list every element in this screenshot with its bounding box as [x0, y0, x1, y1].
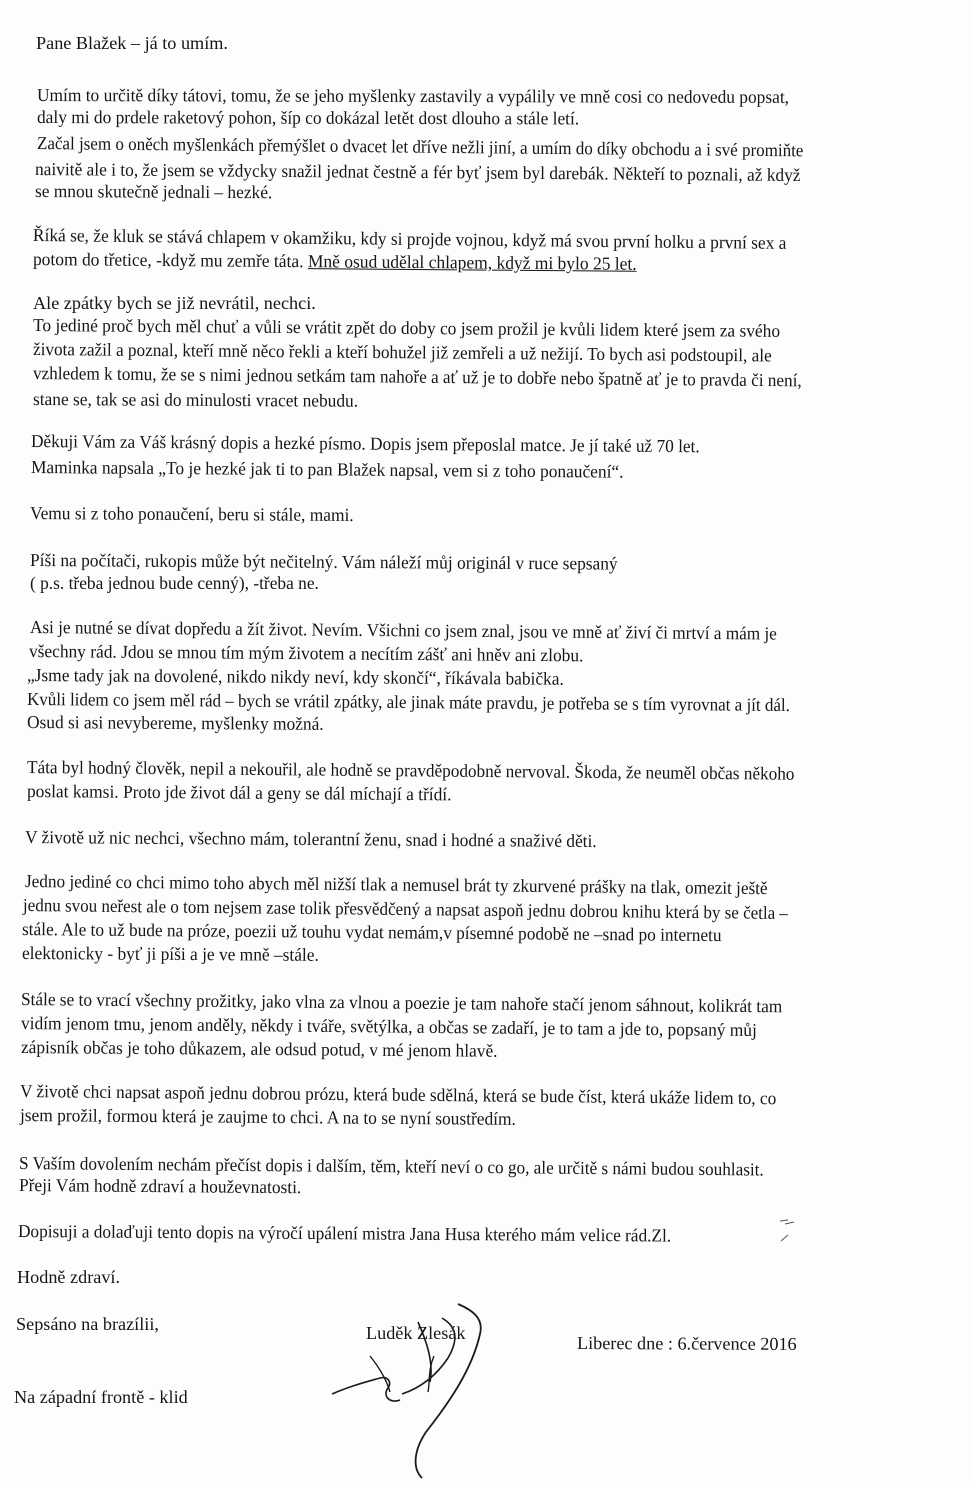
paragraph-line: Začal jsem o oněch myšlenkách přemýšlet o dvacet let dříve nežli jiní, a umím do díky obchodu a i své promiňte	[36, 133, 804, 161]
paragraph-line: vzhledem k tomu, že se s nimi jednou setkám tam nahoře a ať už je to dobře nebo špatně ať je to pravda či není,	[32, 363, 802, 391]
paragraph-line: Maminka napsala „To je hezké jak ti to pan Blažek napsal, vem si z toho ponaučení“.	[30, 457, 624, 482]
paragraph-line: Ale zpátky bych se již nevrátil, nechci.	[33, 293, 316, 313]
paragraph-line: To jediné proč bych měl chuť a vůli se vrátit zpět do doby co jsem prožil je kvůli lidem které jsem za svého	[32, 315, 781, 341]
paragraph-line: Kvůli lidem co jsem měl rád – bych se vrátil zpátky, ale jinak máte pravdu, je potřeba se s tím vyrovnat a jít dál.	[26, 689, 791, 715]
paragraph-line: všechny rád. Jdou se mnou tím mým životem a necítím zášť ani hněv ani zlobu.	[28, 641, 584, 666]
paragraph-line: se mnou skutečně jednali – hezké.	[34, 181, 273, 203]
paragraph-line: ( p.s. třeba jednou bude cenný), -třeba ne.	[30, 573, 319, 593]
paragraph-line: „Jsme tady jak na dovolené, nikdo nikdy neví, kdy skončí“, říkávala babička.	[26, 665, 564, 689]
paragraph-line: daly mi do prdele raketový pohon, šíp co dokázal letět dost dlouho a stále letí.	[36, 107, 580, 129]
postscript-line: Na západní frontě - klid	[14, 1387, 188, 1407]
place-and-date: Liberec dne : 6.července 2016	[576, 1333, 797, 1354]
written-on-line: Sepsáno na brazílii,	[16, 1314, 159, 1334]
paragraph-line: života zažil a poznal, kteří mně něco řekli a kteří bohužel již zemřeli a už nežijí. To bych asi podstoupil, ale	[32, 339, 772, 366]
paragraph-line: V životě chci napsat aspoň jednu dobrou prózu, která bude sdělná, která se bude číst, která ukáže lidem to, co	[19, 1081, 777, 1109]
paragraph-line: Píši na počítači, rukopis může být nečitelný. Vám náleží můj originál v ruce sepsaný	[29, 550, 618, 574]
closing-line: Hodně zdraví.	[17, 1267, 121, 1287]
paragraph-line: poslat kamsi. Proto jde život dál a geny se dál míchají a třídí.	[26, 781, 452, 805]
salutation: Pane Blažek – já to umím.	[36, 33, 228, 53]
paragraph-line: stane se, tak se asi do minulosti vracet nebudu.	[32, 389, 359, 411]
underlined-sentence: Mně osud udělal chlapem, když mi bylo 25 let.	[307, 251, 637, 274]
paragraph-line	[33, 248, 637, 275]
author-name: Luděk Zlesák	[366, 1323, 466, 1343]
paragraph-line: elektonicky - byť ji píši a je ve mně –stále.	[21, 943, 319, 965]
paragraph-line: Dopisuji a dolaďuji tento dopis na výročí upálení mistra Jana Husa kterého mám velice rád.Zl.	[17, 1221, 672, 1246]
paragraph-line: Asi je nutné se dívat dopředu a žít život. Nevím. Všichni co jsem znal, jsou ve mně ať živí či mrtví a mám je	[29, 617, 777, 644]
paragraph-line: jednu svou neřest ale o tom nejsem zase tolik přesvědčený a napsat aspoň jednu dobrou knihu která by se četla –	[22, 895, 789, 924]
paragraph-line: Děkuji Vám za Váš krásný dopis a hezké písmo. Dopis jsem přeposlal matce. Je jí také už 70 let.	[30, 431, 700, 457]
paragraph-line: Vemu si z toho ponaučení, beru si stále, mami.	[29, 503, 354, 525]
paragraph-line: Stále se to vrací všechny prožitky, jako vlna za vlnou a poezie je tam nahoře stačí jenom sáhnout, kolikrát tam	[20, 989, 783, 1017]
paragraph-line: naivitě ale i to, že jsem se vždycky snažil jednat čestně a fér byť jsem byl darebák. Někteří to poznali, až když	[34, 159, 801, 186]
handwritten-mark	[776, 1215, 800, 1245]
paragraph-line: Říká se, že kluk se stává chlapem v okamžiku, kdy si projde vojnou, když má svou první holku a první sex a	[32, 225, 787, 253]
paragraph-line: vidím jenom tmu, jenom anděly, někdy i tváře, světýlka, a občas se zadaří, je to tam a jde to, popsaný můj	[20, 1013, 757, 1041]
paragraph-line: Přeji Vám hodně zdraví a houževnatosti.	[18, 1175, 302, 1198]
paragraph-line: Osud si asi nevybereme, myšlenky možná.	[26, 712, 324, 734]
paragraph-text: potom do třetice, -když mu zemře táta.	[32, 249, 308, 272]
paragraph-line: V životě už nic nechci, všechno mám, tolerantní ženu, snad i hodné a snaživé děti.	[24, 827, 597, 851]
paragraph-line: jsem prožil, formou která je zaujme to chci. A na to se nyní soustředím.	[19, 1105, 516, 1129]
paragraph-line: stále. Ale to už bude na próze, poezii už touhu vydat nemám,v písemné podobě ne –snad po internetu	[21, 919, 722, 946]
paragraph-line: zápisník občas je toho důkazem, ale odsud potud, v mé jenom hlavě.	[20, 1037, 498, 1061]
paragraph-line: Táta byl hodný člověk, nepil a nekouřil, ale hodně se pravděpodobně nervoval. Škoda, že neuměl občas někoho	[26, 757, 795, 784]
paragraph-line: Jedno jediné co chci mimo toho abych měl nižší tlak a nemusel brát ty zkurvené prášky na tlak, omezit ještě	[24, 871, 768, 899]
paragraph-line: Umím to určitě díky tátovi, tomu, že se jeho myšlenky zastavily a vypálily ve mně cosi co nedovedu popsat,	[36, 85, 790, 107]
signature	[330, 1300, 510, 1486]
paragraph-line: S Vaším dovolením nechám přečíst dopis i dalším, těm, kteří neví o co go, ale určitě s námi budou souhlasit.	[18, 1153, 764, 1180]
